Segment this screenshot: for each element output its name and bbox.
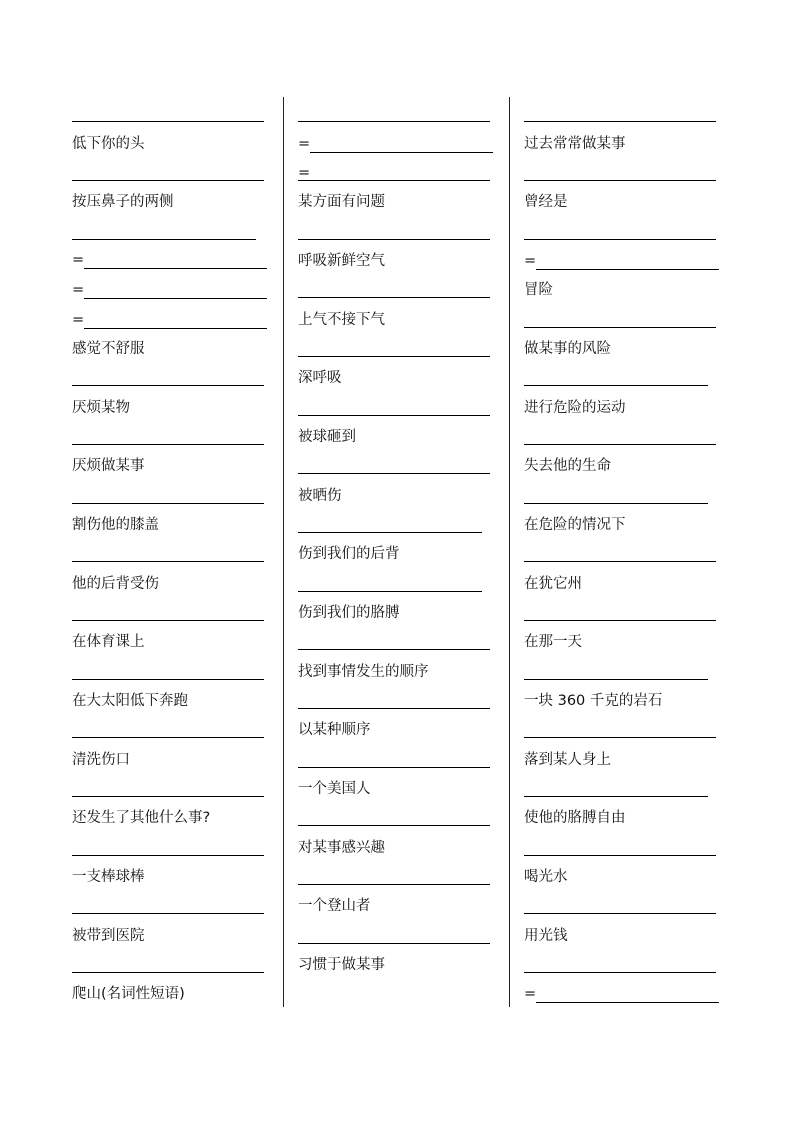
phrase-item: 厌烦某物 [72,400,130,416]
answer-blank[interactable] [298,415,490,416]
answer-blank[interactable] [524,620,716,621]
answer-blank[interactable] [524,972,716,973]
phrase-item: 厌烦做某事 [72,458,145,474]
answer-blank[interactable] [524,444,716,445]
answer-blank[interactable] [524,385,708,386]
answer-blank[interactable] [72,561,264,562]
answer-blank[interactable] [72,737,264,738]
answer-blank[interactable] [298,591,482,592]
answer-blank[interactable] [84,254,267,269]
phrase-item: 割伤他的膝盖 [72,517,159,533]
answer-blank[interactable] [72,444,264,445]
answer-blank[interactable] [298,121,490,122]
answer-blank[interactable] [298,473,490,474]
answer-blank[interactable] [72,913,264,914]
phrase-item: 按压鼻子的两侧 [72,194,174,210]
equals-sign: = [524,253,537,269]
equals-blank-row[interactable] [298,135,493,153]
phrase-item: 还发生了其他什么事? [72,810,211,826]
phrase-item: 被晒伤 [298,488,342,504]
phrase-item: 使他的胳膊自由 [524,810,626,826]
column-divider-left [283,97,284,1007]
answer-blank[interactable] [524,913,716,914]
answer-blank[interactable] [298,767,490,768]
answer-blank[interactable] [298,708,490,709]
answer-blank[interactable] [298,825,490,826]
phrase-item: 对某事感兴趣 [298,840,385,856]
phrase-item: 伤到我们的胳膊 [298,605,400,621]
answer-blank[interactable] [298,649,490,650]
answer-blank[interactable] [536,255,719,270]
phrase-item: 感觉不舒服 [72,341,145,357]
answer-blank[interactable] [524,737,716,738]
equals-sign-row [298,164,310,182]
answer-blank[interactable] [72,855,264,856]
answer-blank[interactable] [524,679,708,680]
answer-blank[interactable] [536,988,719,1003]
phrase-item: 过去常常做某事 [524,136,626,152]
phrase-item: 清洗伤口 [72,752,130,768]
phrase-item: 以某种顺序 [298,722,371,738]
equals-blank-row[interactable] [524,985,719,1003]
answer-blank[interactable] [524,503,708,504]
phrase-item: 在大太阳低下奔跑 [72,693,188,709]
answer-blank[interactable] [72,180,264,181]
phrase-item: 呼吸新鲜空气 [298,253,385,269]
answer-blank[interactable] [524,561,716,562]
answer-blank[interactable] [72,972,264,973]
phrase-item: 爬山(名词性短语) [72,986,185,1002]
phrase-item: 在体育课上 [72,634,145,650]
answer-blank[interactable] [524,121,716,122]
equals-sign: = [72,252,85,268]
answer-blank[interactable] [298,884,490,885]
equals-sign: = [298,165,311,181]
phrase-item: 伤到我们的后背 [298,546,400,562]
answer-blank[interactable] [524,855,716,856]
equals-blank-row[interactable] [72,281,267,299]
equals-blank-row[interactable] [72,311,267,329]
phrase-item: 被球砸到 [298,429,356,445]
equals-sign: = [72,312,85,328]
phrase-item: 一个登山者 [298,898,371,914]
answer-blank[interactable] [524,180,716,181]
phrase-item: 一个美国人 [298,781,371,797]
answer-blank[interactable] [524,327,716,328]
answer-blank[interactable] [72,796,264,797]
equals-sign: = [72,282,85,298]
answer-blank[interactable] [298,239,490,240]
answer-blank[interactable] [72,620,264,621]
phrase-item: 用光钱 [524,928,568,944]
phrase-item: 习惯于做某事 [298,957,385,973]
phrase-item: 进行危险的运动 [524,400,626,416]
phrase-item: 他的后背受伤 [72,576,159,592]
phrase-item: 被带到医院 [72,928,145,944]
phrase-item: 一块 360 千克的岩石 [524,693,663,709]
phrase-item: 低下你的头 [72,136,145,152]
answer-blank[interactable] [310,138,493,153]
phrase-item: 在危险的情况下 [524,517,626,533]
answer-blank[interactable] [298,297,490,298]
phrase-item: 曾经是 [524,194,568,210]
column-divider-right [509,97,510,1007]
phrase-item: 上气不接下气 [298,312,385,328]
phrase-item: 在那一天 [524,634,582,650]
phrase-item: 失去他的生命 [524,458,611,474]
answer-blank[interactable] [298,943,490,944]
answer-blank[interactable] [72,239,256,240]
answer-blank[interactable] [72,503,264,504]
phrase-item: 某方面有问题 [298,194,385,210]
phrase-item: 喝光水 [524,869,568,885]
phrase-item: 做某事的风险 [524,341,611,357]
answer-blank[interactable] [72,121,264,122]
phrase-item: 一支棒球棒 [72,869,145,885]
answer-blank[interactable] [524,239,716,240]
equals-blank-row[interactable] [524,252,719,270]
answer-blank[interactable] [84,284,267,299]
equals-sign: = [298,136,311,152]
answer-blank[interactable] [298,532,482,533]
equals-blank-row[interactable] [72,251,267,269]
answer-blank[interactable] [524,796,708,797]
answer-blank[interactable] [72,679,264,680]
phrase-item: 找到事情发生的顺序 [298,664,429,680]
phrase-item: 在犹它州 [524,576,582,592]
answer-blank[interactable] [298,356,490,357]
phrase-item: 深呼吸 [298,370,342,386]
answer-blank[interactable] [84,314,267,329]
phrase-item: 冒险 [524,282,553,298]
phrase-item: 落到某人身上 [524,752,611,768]
answer-blank[interactable] [298,180,490,181]
equals-sign: = [524,986,537,1002]
answer-blank[interactable] [72,385,264,386]
